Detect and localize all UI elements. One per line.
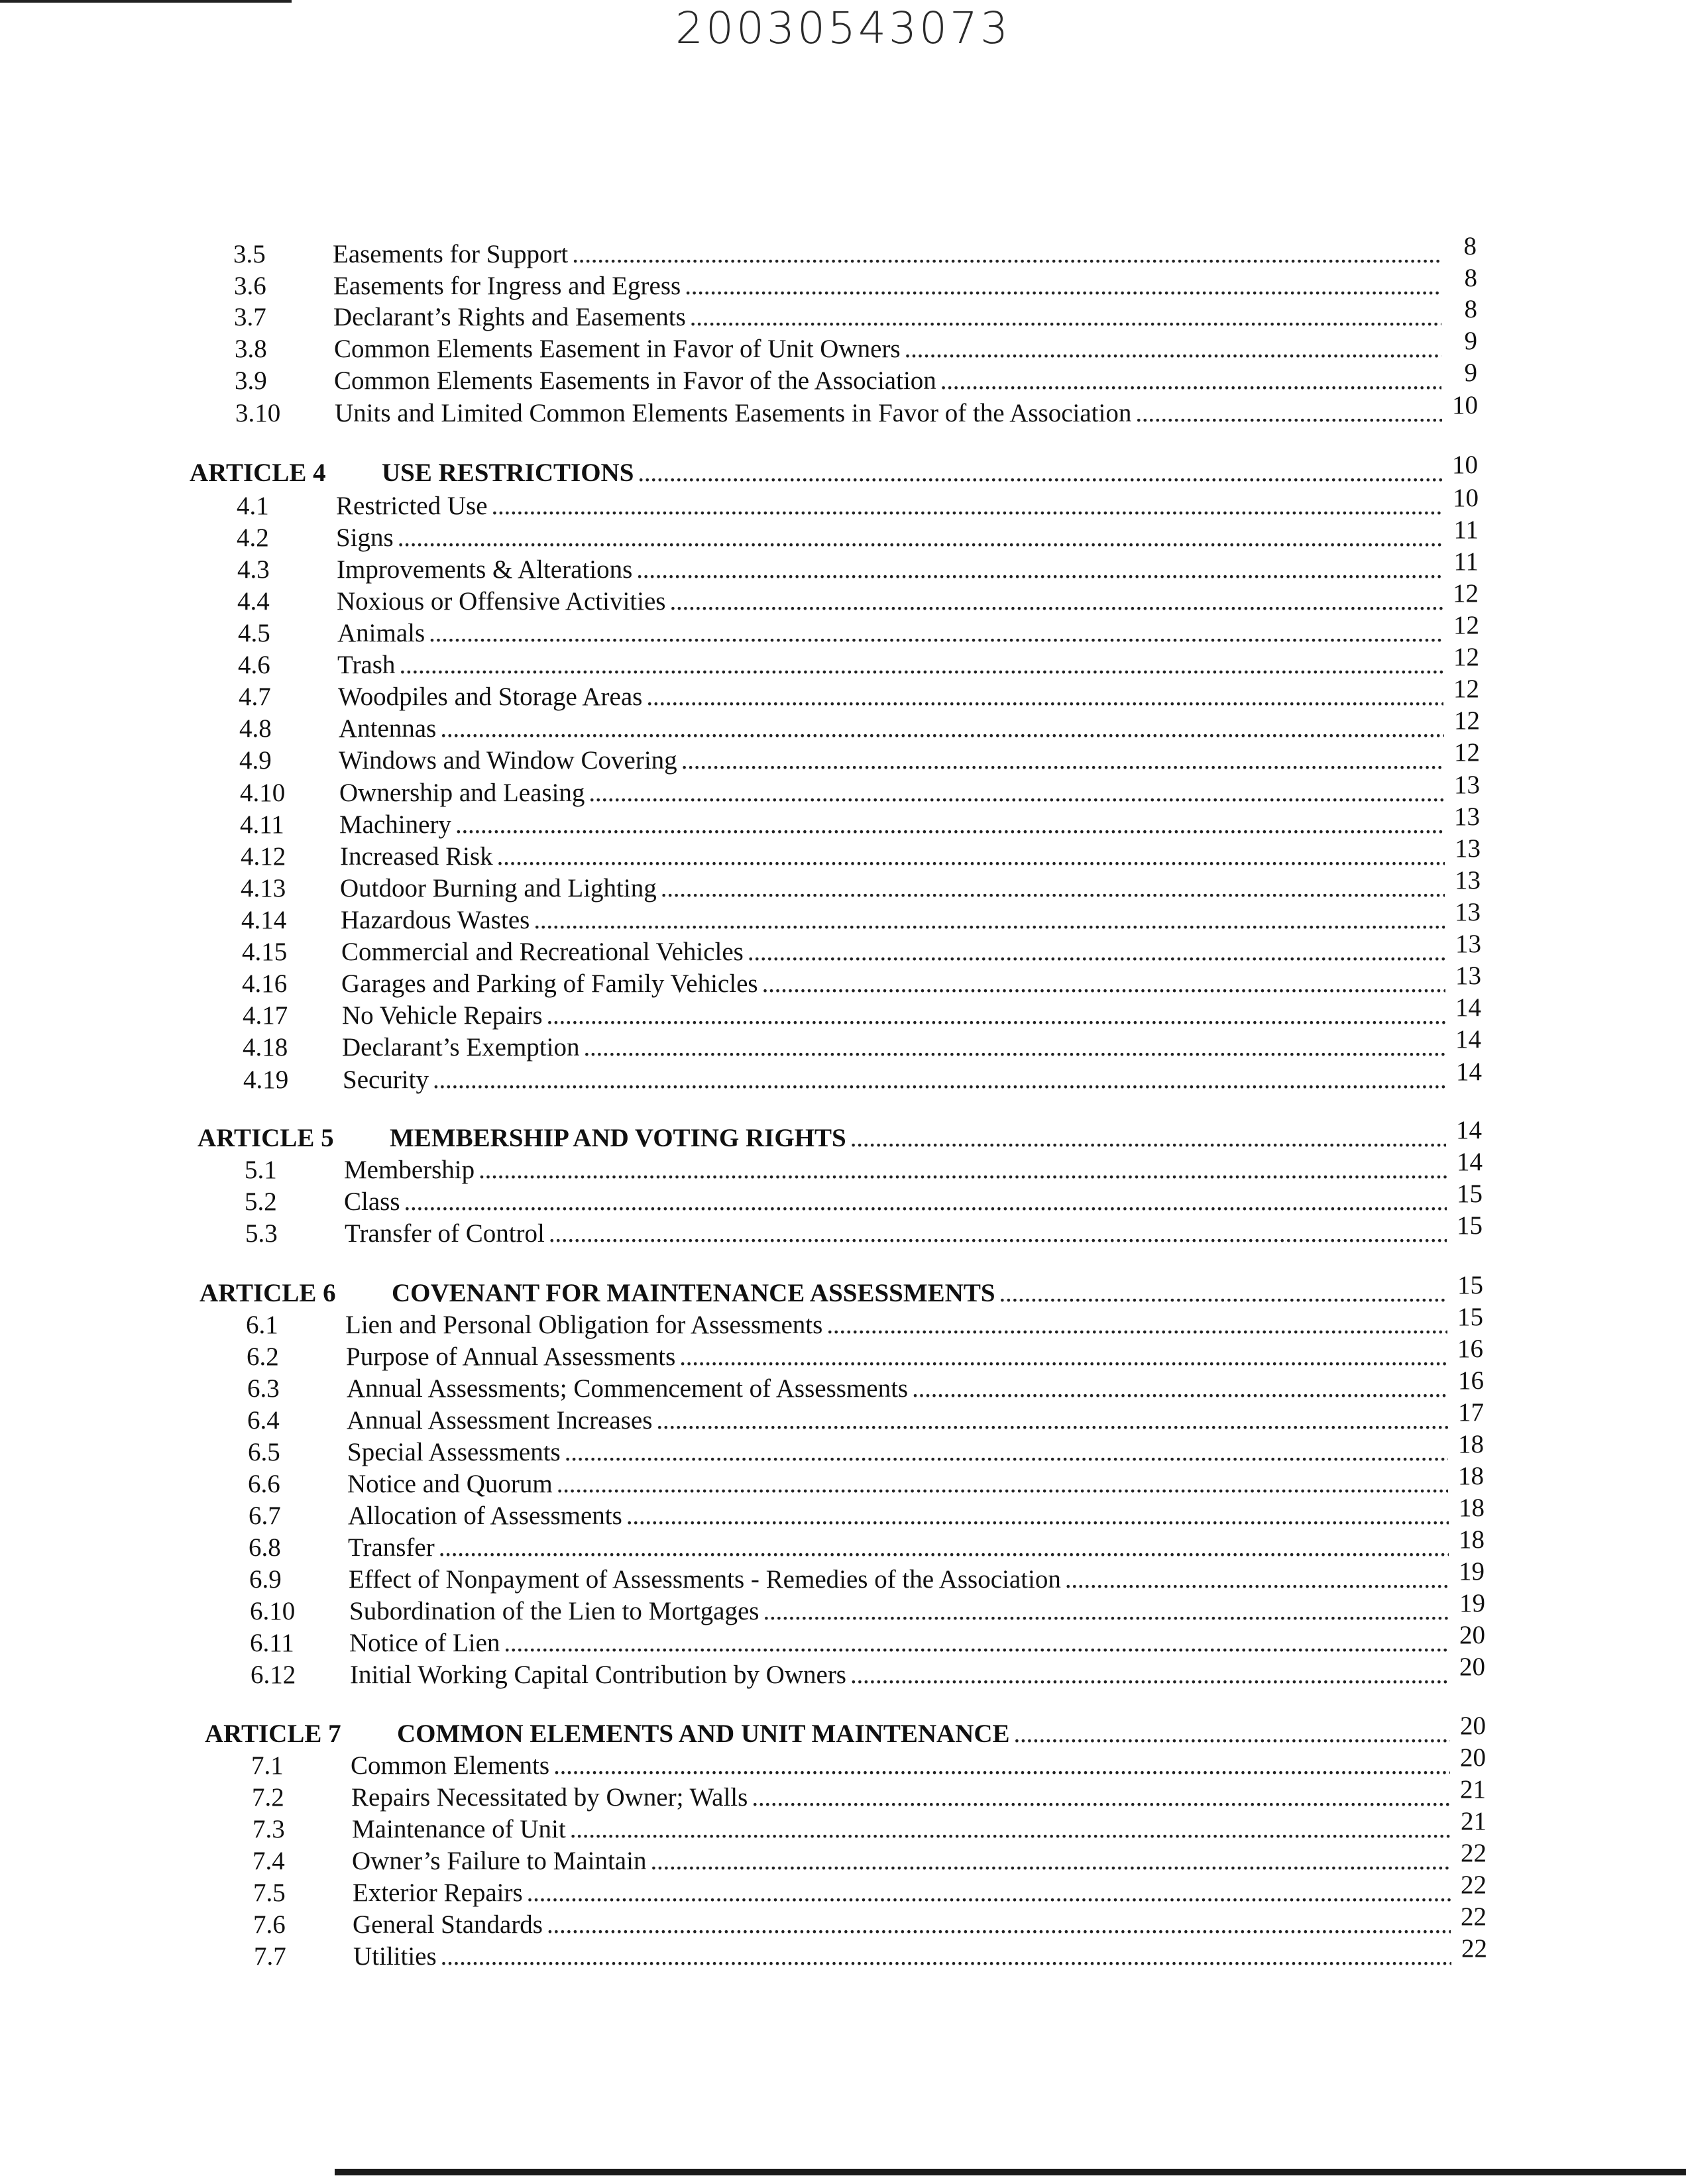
toc-section-row (246, 1303, 1483, 1341)
toc-title: General Standards (353, 1910, 543, 1939)
toc-title: Membership (344, 1156, 475, 1184)
toc-section-row (240, 802, 1480, 841)
toc-article-row (197, 1116, 1482, 1154)
dot-leader (570, 1814, 1451, 1845)
toc-title: Garages and Parking of Family Vehicles (341, 969, 758, 998)
toc-page-number: 14 (1456, 1116, 1482, 1144)
toc-number: 6.2 (247, 1342, 279, 1371)
toc-page-number: 22 (1461, 1934, 1487, 1963)
toc-title: No Vehicle Repairs (342, 1001, 543, 1030)
dot-leader (826, 1309, 1447, 1341)
toc-page-number: 10 (1453, 484, 1479, 512)
toc-title: Subordination of the Lien to Mortgages (349, 1597, 759, 1625)
toc-title: Increased Risk (340, 842, 493, 871)
toc-number: 4.5 (238, 619, 270, 647)
toc-section-row (250, 1621, 1485, 1659)
toc-number: 7.4 (253, 1847, 285, 1875)
toc-title: Repairs Necessitated by Owner; Walls (351, 1783, 748, 1812)
toc-section-row (239, 675, 1479, 713)
toc-title: Declarant’s Exemption (342, 1033, 580, 1062)
toc-title: Purpose of Annual Assessments (346, 1342, 676, 1371)
dot-leader (661, 873, 1445, 904)
toc-section-row (243, 1025, 1481, 1064)
toc-section-row (243, 1058, 1482, 1096)
dot-leader (999, 1278, 1447, 1309)
dot-leader (681, 745, 1444, 777)
toc-title: Annual Assessments; Commencement of Assessments (347, 1374, 909, 1403)
toc-title: Antennas (339, 714, 437, 743)
toc-section-row (247, 1398, 1484, 1437)
dot-leader (433, 1064, 1446, 1096)
toc-number: 4.17 (243, 1001, 288, 1030)
toc-number: 6.9 (249, 1565, 282, 1594)
toc-section-row (237, 516, 1479, 554)
dot-leader (638, 457, 1442, 489)
toc-title: Initial Working Capital Contribution by Owners (350, 1661, 846, 1689)
dot-leader (492, 490, 1443, 522)
toc-section-row (248, 1462, 1484, 1500)
toc-page-number: 12 (1453, 579, 1479, 608)
toc-title: Trash (337, 651, 396, 679)
toc-title: Common Elements Easements in Favor of the Association (334, 366, 936, 395)
toc-section-row (243, 993, 1481, 1032)
toc-number: 4.10 (240, 779, 286, 807)
toc-number: 7.3 (253, 1815, 285, 1843)
toc-title: COMMON ELEMENTS AND UNIT MAINTENANCE (397, 1720, 1010, 1748)
toc-title: Effect of Nonpayment of Assessments - Remedies of the Association (349, 1565, 1061, 1594)
toc-section-row (253, 1871, 1487, 1909)
toc-section-row (253, 1839, 1487, 1877)
toc-page-number: 13 (1455, 930, 1481, 958)
toc-section-row (253, 1807, 1487, 1845)
toc-page-number: 18 (1458, 1430, 1484, 1458)
toc-title: COVENANT FOR MAINTENANCE ASSESSMENTS (392, 1279, 995, 1307)
toc-section-row (242, 961, 1481, 1000)
toc-page-number: 14 (1456, 1058, 1482, 1086)
toc-title: Restricted Use (336, 492, 488, 520)
dot-leader (553, 1750, 1450, 1782)
toc-section-row (237, 579, 1479, 618)
toc-title: Notice and Quorum (347, 1470, 553, 1498)
dot-leader (497, 841, 1445, 873)
toc-title: Owner’s Failure to Maintain (352, 1847, 647, 1875)
toc-number: 4.19 (243, 1065, 289, 1094)
toc-section-row (234, 264, 1477, 302)
toc-page-number: 19 (1459, 1589, 1485, 1617)
toc-title: Notice of Lien (349, 1629, 500, 1657)
toc-section-row (245, 1179, 1483, 1218)
toc-section-row (248, 1430, 1484, 1468)
toc-number: 6.7 (249, 1502, 281, 1530)
dot-leader (646, 681, 1443, 713)
toc-page-number: 20 (1460, 1743, 1486, 1772)
toc-page-number: 10 (1452, 391, 1478, 419)
dot-leader (850, 1122, 1446, 1154)
toc-title: Annual Assessment Increases (347, 1406, 653, 1435)
toc-title: Utilities (353, 1942, 437, 1971)
toc-title: Maintenance of Unit (352, 1815, 566, 1843)
toc-number: 4.13 (241, 874, 286, 902)
dot-leader (650, 1845, 1451, 1877)
toc-section-row (238, 643, 1479, 681)
toc-section-row (240, 771, 1480, 809)
toc-section-row (241, 898, 1481, 936)
toc-section-row (251, 1653, 1485, 1691)
toc-section-row (235, 358, 1477, 397)
toc-number: 6.10 (250, 1597, 296, 1625)
toc-section-row (235, 327, 1477, 365)
toc-section-row (237, 547, 1479, 586)
toc-page-number: 14 (1457, 1148, 1483, 1176)
toc-title: Commercial and Recreational Vehicles (341, 938, 744, 966)
toc-page-number: 20 (1460, 1712, 1486, 1740)
toc-page-number: 15 (1457, 1271, 1483, 1299)
toc-section-row (239, 738, 1480, 777)
toc-title: Signs (336, 523, 394, 552)
toc-title: MEMBERSHIP AND VOTING RIGHTS (390, 1124, 846, 1152)
toc-page-number: 13 (1455, 961, 1481, 990)
toc-title: Noxious or Offensive Activities (337, 587, 666, 616)
toc-section-row (253, 1902, 1487, 1941)
toc-number: 4.12 (241, 842, 286, 871)
toc-number: 7.2 (252, 1783, 284, 1812)
toc-number: 6.5 (248, 1438, 280, 1466)
toc-section-row (247, 1366, 1484, 1405)
dot-leader (547, 1000, 1445, 1032)
toc-page-number: 15 (1457, 1303, 1483, 1331)
toc-section-row (234, 295, 1477, 333)
dot-leader (440, 713, 1444, 745)
toc-section-row (238, 611, 1479, 649)
dot-leader (685, 270, 1441, 302)
toc-number: ARTICLE 6 (199, 1279, 336, 1307)
toc-title: Units and Limited Common Elements Easements in Favor of the Association (335, 399, 1132, 427)
toc-page-number: 15 (1457, 1179, 1483, 1208)
toc-section-row (251, 1743, 1486, 1782)
toc-title: Declarant’s Rights and Easements (333, 303, 686, 331)
dot-leader (589, 777, 1444, 809)
toc-title: Common Elements Easement in Favor of Unit Owners (334, 335, 901, 363)
dot-leader (679, 1341, 1447, 1373)
toc-section-row (233, 232, 1477, 270)
dot-leader (547, 1909, 1451, 1941)
toc-number: 6.6 (248, 1470, 280, 1498)
toc-number: 3.5 (233, 240, 266, 268)
toc-title: Windows and Window Covering (339, 746, 677, 775)
toc-title: Special Assessments (347, 1438, 561, 1466)
toc-title: Ownership and Leasing (339, 779, 585, 807)
toc-page-number: 9 (1464, 358, 1477, 387)
toc-number: ARTICLE 7 (205, 1720, 341, 1748)
dot-leader (912, 1373, 1448, 1405)
toc-page-number: 11 (1453, 516, 1479, 544)
toc-number: 5.1 (245, 1156, 277, 1184)
toc-page-number: 12 (1453, 675, 1479, 703)
dot-leader (565, 1437, 1448, 1468)
toc-page-number: 10 (1452, 451, 1478, 479)
dot-leader (752, 1782, 1450, 1814)
toc-page-number: 16 (1458, 1366, 1484, 1395)
toc-section-row (241, 866, 1481, 904)
toc-title: Animals (337, 619, 425, 647)
dot-leader (399, 649, 1443, 681)
toc-number: 6.8 (249, 1533, 281, 1562)
toc-title: Easements for Ingress and Egress (333, 272, 681, 300)
toc-page-number: 14 (1455, 1025, 1481, 1054)
toc-section-row (241, 834, 1481, 873)
toc-number: 6.12 (251, 1661, 296, 1689)
bottom-scan-rule (335, 2169, 1686, 2175)
toc-number: 4.16 (242, 969, 288, 998)
toc-page-number: 8 (1464, 264, 1477, 292)
toc-number: 5.3 (245, 1219, 278, 1248)
toc-title: Hazardous Wastes (341, 906, 530, 934)
toc-title: Common Elements (351, 1751, 550, 1780)
dot-leader (398, 522, 1443, 554)
toc-number: 3.7 (234, 303, 266, 331)
toc-article-row (190, 451, 1478, 489)
dot-leader (478, 1154, 1447, 1186)
toc-title: USE RESTRICTIONS (382, 459, 634, 487)
toc-number: 4.9 (239, 746, 272, 775)
toc-page-number: 15 (1457, 1211, 1483, 1240)
dot-leader (583, 1032, 1445, 1064)
toc-title: Transfer (348, 1533, 435, 1562)
toc-title: Machinery (339, 810, 451, 839)
toc-number: 6.4 (247, 1406, 280, 1435)
toc-page-number: 21 (1461, 1807, 1487, 1835)
dot-leader (850, 1659, 1449, 1691)
toc-page-number: 11 (1453, 547, 1479, 576)
toc-number: 7.1 (251, 1751, 284, 1780)
toc-number: 4.6 (238, 651, 270, 679)
dot-leader (940, 365, 1441, 397)
dot-leader (748, 936, 1445, 968)
toc-section-row (254, 1934, 1487, 1973)
dot-leader (1065, 1564, 1449, 1596)
toc-number: 3.6 (234, 272, 266, 300)
toc-page-number: 18 (1459, 1494, 1485, 1522)
toc-page-number: 22 (1461, 1871, 1487, 1899)
toc-title: Transfer of Control (345, 1219, 545, 1248)
toc-number: 6.1 (246, 1311, 278, 1339)
toc-section-row (245, 1148, 1483, 1186)
toc-number: 6.3 (247, 1374, 280, 1403)
toc-page-number: 12 (1453, 611, 1479, 639)
toc-page-number: 21 (1460, 1775, 1486, 1804)
toc-page-number: 12 (1454, 738, 1480, 767)
toc-page-number: 20 (1459, 1653, 1485, 1681)
toc-page-number: 13 (1455, 834, 1481, 863)
toc-title: Allocation of Assessments (348, 1502, 622, 1530)
toc-title: Woodpiles and Storage Areas (338, 682, 643, 711)
toc-page-number: 14 (1455, 993, 1481, 1022)
toc-section-row (239, 706, 1480, 745)
toc-number: ARTICLE 5 (197, 1124, 334, 1152)
toc-article-row (199, 1271, 1483, 1309)
toc-number: 4.1 (237, 492, 269, 520)
dot-leader (690, 301, 1441, 333)
toc-number: 7.6 (253, 1910, 286, 1939)
toc-page-number: 19 (1459, 1557, 1485, 1586)
toc-title: Class (344, 1187, 400, 1216)
dot-leader (534, 904, 1445, 936)
toc-page-number: 20 (1459, 1621, 1485, 1649)
toc-page-number: 13 (1455, 898, 1481, 926)
dot-leader (572, 239, 1441, 270)
toc-number: 4.15 (242, 938, 288, 966)
dot-leader (404, 1186, 1447, 1218)
toc-title: Security (343, 1065, 429, 1094)
toc-title: Exterior Repairs (353, 1879, 523, 1907)
toc-page-number: 13 (1454, 802, 1480, 831)
toc-title: Outdoor Burning and Lighting (340, 874, 657, 902)
toc-number: 7.7 (254, 1942, 286, 1971)
document-number: 20030543073 (675, 3, 1011, 54)
toc-number: 4.11 (240, 810, 284, 839)
dot-leader (763, 1596, 1449, 1627)
toc-title: Improvements & Alterations (337, 555, 633, 584)
toc-number: 7.5 (253, 1879, 286, 1907)
toc-page-number: 18 (1459, 1525, 1485, 1554)
dot-leader (905, 333, 1441, 365)
dot-leader (527, 1877, 1451, 1909)
toc-page-number: 12 (1453, 643, 1479, 671)
dot-leader (656, 1405, 1448, 1437)
toc-page-number: 8 (1464, 295, 1477, 323)
toc-page-number: 18 (1458, 1462, 1484, 1490)
dot-leader (669, 586, 1443, 618)
toc-number: 4.4 (237, 587, 270, 616)
dot-leader (429, 618, 1443, 649)
toc-section-row (247, 1335, 1483, 1373)
toc-number: 4.3 (237, 555, 270, 584)
dot-leader (1135, 398, 1442, 429)
dot-leader (557, 1468, 1448, 1500)
toc-section-row (250, 1589, 1485, 1627)
toc-section-row (249, 1494, 1485, 1532)
toc-section-row (245, 1211, 1483, 1250)
dot-leader (636, 554, 1443, 586)
toc-number: ARTICLE 4 (190, 459, 326, 487)
toc-number: 4.7 (239, 682, 271, 711)
toc-page-number: 16 (1457, 1335, 1483, 1363)
toc-number: 4.2 (237, 523, 269, 552)
toc-number: 3.10 (235, 399, 281, 427)
toc-number: 5.2 (245, 1187, 277, 1216)
toc-title: Easements for Support (333, 240, 569, 268)
toc-section-row (235, 391, 1478, 429)
toc-page-number: 8 (1463, 232, 1477, 260)
toc-page-number: 12 (1454, 706, 1480, 735)
toc-page-number: 13 (1454, 771, 1480, 799)
dot-leader (439, 1532, 1449, 1564)
dot-leader (549, 1218, 1447, 1250)
toc-section-row (249, 1557, 1485, 1596)
toc-title: Lien and Personal Obligation for Assessments (345, 1311, 823, 1339)
toc-number: 4.8 (239, 714, 272, 743)
toc-section-row (252, 1775, 1486, 1814)
dot-leader (1014, 1718, 1450, 1750)
toc-number: 3.9 (235, 366, 267, 395)
dot-leader (504, 1627, 1449, 1659)
toc-page-number: 13 (1455, 866, 1481, 895)
toc-number: 3.8 (235, 335, 267, 363)
toc-page-number: 9 (1464, 327, 1477, 355)
toc-section-row (237, 484, 1479, 522)
dot-leader (762, 968, 1445, 1000)
toc-page-number: 22 (1461, 1902, 1487, 1931)
toc-section-row (249, 1525, 1485, 1564)
dot-leader (441, 1941, 1451, 1973)
dot-leader (455, 809, 1444, 841)
toc-number: 6.11 (250, 1629, 294, 1657)
toc-article-row (205, 1712, 1486, 1750)
toc-number: 4.14 (241, 906, 287, 934)
toc-page-number: 17 (1458, 1398, 1484, 1427)
toc-page-number: 22 (1461, 1839, 1487, 1867)
dot-leader (626, 1500, 1449, 1532)
toc-section-row (242, 930, 1481, 968)
toc-number: 4.18 (243, 1033, 288, 1062)
